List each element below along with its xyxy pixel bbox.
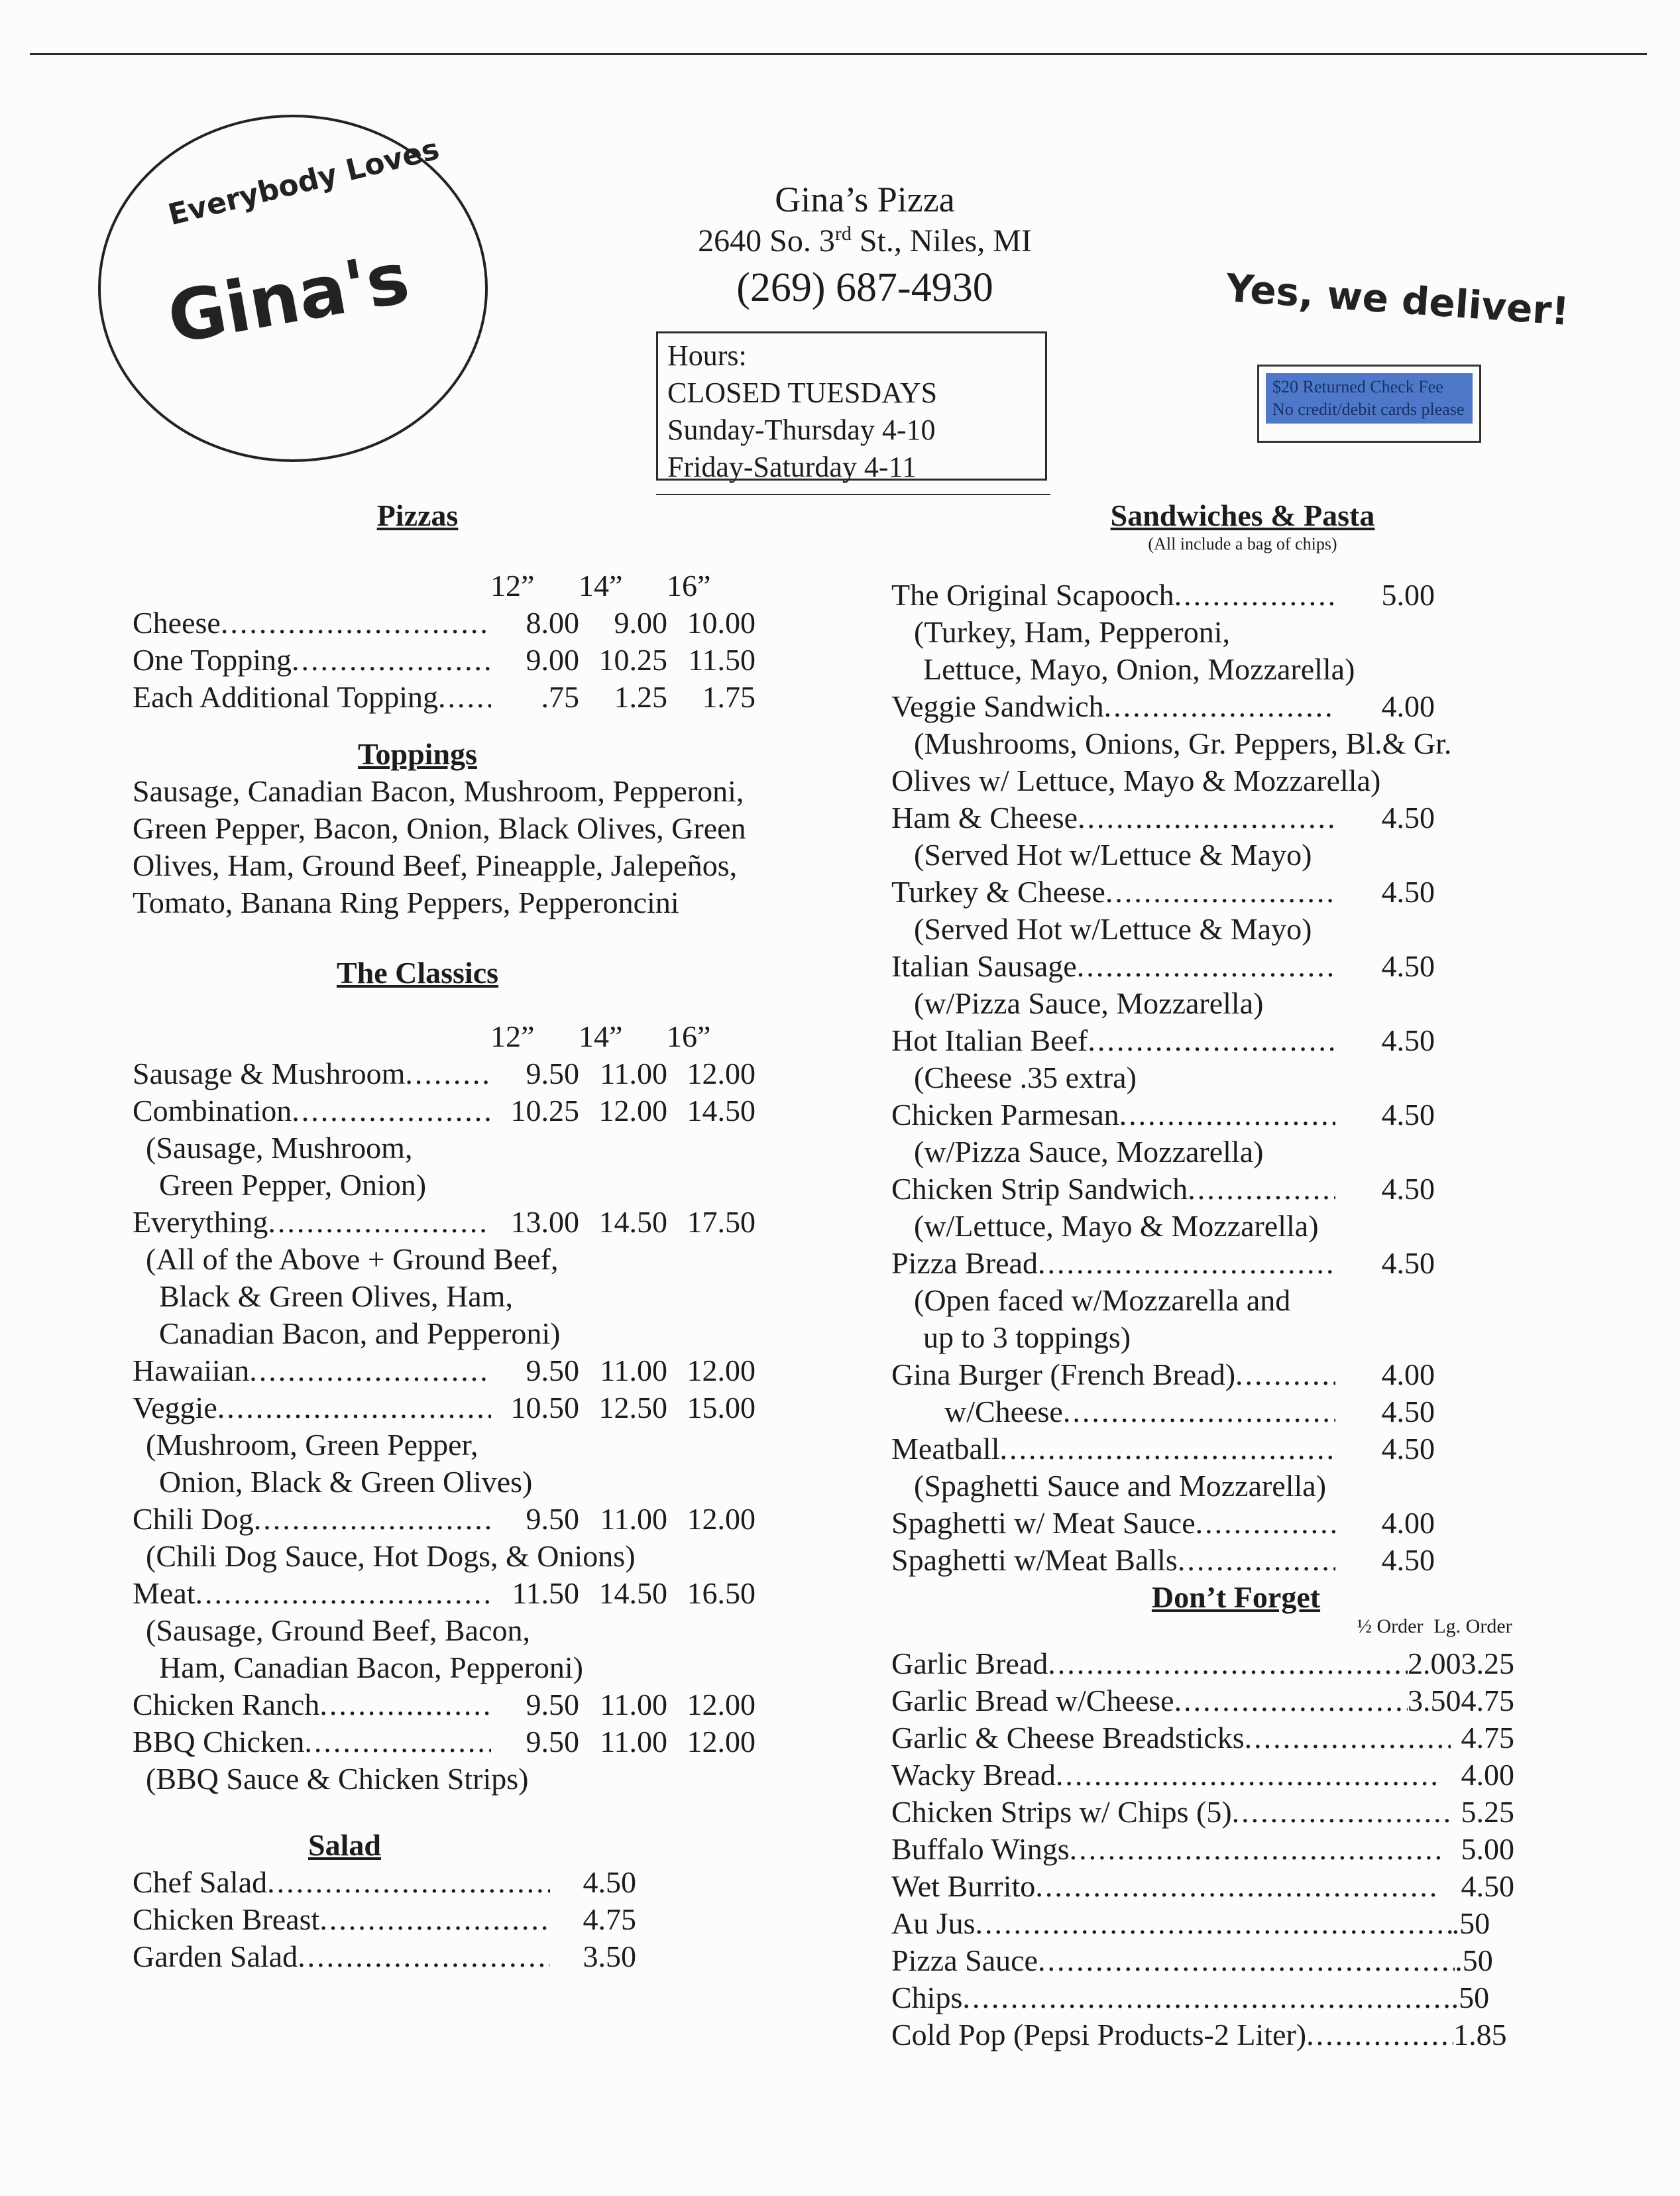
- classic-row: [133, 1055, 756, 1092]
- hours-label: Hours:: [667, 339, 747, 372]
- classic-row: [133, 1575, 756, 1612]
- item-description: (All of the Above + Ground Beef,: [146, 1242, 559, 1276]
- item-description: (BBQ Sauce & Chicken Strips): [146, 1762, 529, 1796]
- leader-dots: [1178, 1542, 1335, 1579]
- item-price: 9.50: [526, 1354, 579, 1387]
- item-price: 12.00: [687, 1688, 756, 1721]
- item-price: 10.00: [687, 606, 756, 640]
- half-order-price: .50: [1455, 1943, 1493, 1977]
- leader-dots: [976, 1905, 1452, 1942]
- item-description: (Open faced w/Mozzarella and: [914, 1283, 1291, 1317]
- item-description: Onion, Black & Green Olives): [159, 1465, 533, 1499]
- classic-row: [133, 1686, 756, 1723]
- sandwich-list: [891, 577, 1452, 1579]
- item-price: 14.50: [598, 1205, 667, 1239]
- phone-number[interactable]: (269) 687-4930: [736, 265, 993, 310]
- sandwich-row: [891, 799, 1435, 837]
- item-name: Garlic Bread: [891, 1647, 1048, 1680]
- item-name: Combination: [133, 1094, 292, 1127]
- item-name: Sausage & Mushroom: [133, 1057, 406, 1090]
- half-order-price: 3.50: [1408, 1684, 1461, 1717]
- order-size-header: [891, 1616, 1514, 1645]
- sandwiches-note: (All include a bag of chips): [1148, 534, 1337, 553]
- item-name: Pizza Bread: [891, 1246, 1038, 1280]
- item-name: Turkey & Cheese: [891, 875, 1105, 909]
- delivery-slogan: Yes, we deliver!: [1224, 265, 1571, 335]
- item-price: 15.00: [687, 1391, 756, 1424]
- hours-line: CLOSED TUESDAYS: [667, 376, 938, 409]
- side-row: [891, 1645, 1514, 1682]
- toppings-list: Sausage, Canadian Bacon, Mushroom, Pepperoni, Green Pepper, Bacon, Onion, Black Olives, Green Olives, Ham, Ground Beef, Pineapple, Jalepeños, Tomato, Banana Ring Peppers, Pepperoncini: [133, 774, 746, 919]
- logo-name: Gina's: [162, 237, 416, 360]
- logo-tagline: Everybody Loves: [164, 132, 443, 233]
- large-order-price: 3.25: [1461, 1647, 1514, 1680]
- item-price: 8.00: [526, 606, 579, 640]
- item-price: 4.00: [1381, 689, 1435, 723]
- large-order-label: Lg. Order: [1433, 1615, 1512, 1637]
- leader-dots: [254, 1501, 491, 1538]
- leader-dots: [217, 1389, 491, 1426]
- leader-dots: [319, 1901, 550, 1938]
- classic-row: [133, 1389, 756, 1426]
- item-description: (Mushrooms, Onions, Gr. Peppers, Bl.& Gr.: [914, 726, 1452, 760]
- leader-dots: [1038, 1942, 1455, 1979]
- pizza-list: [133, 605, 756, 716]
- pizza-size-header: [133, 567, 756, 605]
- item-description: Ham, Canadian Bacon, Pepperoni): [159, 1650, 583, 1684]
- classics-size-header: [133, 1018, 756, 1055]
- sandwich-row: [891, 1542, 1435, 1579]
- item-name: Chicken Ranch: [133, 1688, 320, 1721]
- address-part: St., Niles, MI: [851, 223, 1032, 259]
- item-price: 11.00: [600, 1502, 667, 1536]
- leader-dots: [304, 1723, 491, 1761]
- half-order-price: .50: [1451, 1981, 1490, 2014]
- item-name: BBQ Chicken: [133, 1725, 305, 1759]
- item-name: Meatball: [891, 1432, 1000, 1466]
- leader-dots: [1174, 577, 1335, 614]
- salad-row: [133, 1938, 636, 1975]
- item-description: Lettuce, Mayo, Onion, Mozzarella): [923, 652, 1355, 686]
- item-description: (Sausage, Ground Beef, Bacon,: [146, 1613, 530, 1647]
- half-order-price: 2.00: [1408, 1647, 1461, 1680]
- dont-forget-heading: Don’t Forget: [1151, 1580, 1321, 1614]
- item-name: Chicken Breast: [133, 1902, 320, 1936]
- hours-box: [656, 331, 1047, 481]
- side-row: [891, 1719, 1514, 1757]
- item-description: (Cheese .35 extra): [914, 1061, 1137, 1094]
- payment-notice-highlight: [1266, 373, 1473, 424]
- notice-line: No credit/debit cards please: [1272, 400, 1465, 419]
- leader-dots: [268, 1204, 491, 1241]
- pizza-row: [133, 642, 756, 679]
- item-price: 1.75: [702, 680, 756, 714]
- sandwich-row: [891, 688, 1435, 725]
- side-row: [891, 1682, 1514, 1719]
- leader-dots: [319, 1686, 491, 1723]
- pizza-row: [133, 679, 756, 716]
- item-name: Chicken Strip Sandwich: [891, 1172, 1188, 1206]
- side-row: [891, 2016, 1514, 2053]
- item-name: Each Additional Topping: [133, 680, 438, 714]
- item-description: Black & Green Olives, Ham,: [159, 1279, 513, 1313]
- right-column: [891, 497, 1514, 2053]
- leader-dots: [1078, 799, 1335, 837]
- item-name: Hawaiian: [133, 1354, 250, 1387]
- payment-notice: [1257, 365, 1481, 443]
- sandwich-row: [891, 1245, 1435, 1282]
- toppings-heading: Toppings: [358, 737, 477, 771]
- item-name: Gina Burger (French Bread): [891, 1358, 1236, 1391]
- item-price: 12.00: [687, 1725, 756, 1759]
- item-price: 4.50: [1381, 1395, 1435, 1428]
- sandwich-row: [891, 1096, 1435, 1133]
- item-description: (Turkey, Ham, Pepperoni,: [914, 615, 1230, 649]
- item-description: up to 3 toppings): [923, 1320, 1131, 1354]
- side-row: [891, 1905, 1514, 1942]
- side-row: [891, 1794, 1514, 1831]
- leader-dots: [1048, 1645, 1408, 1682]
- item-price: 12.50: [598, 1391, 667, 1424]
- address-part: 2640 So. 3: [698, 223, 835, 259]
- side-row: [891, 1757, 1514, 1794]
- item-description: Canadian Bacon, and Pepperoni): [159, 1316, 561, 1350]
- item-price: 4.50: [1381, 875, 1435, 909]
- sandwich-row: [891, 1430, 1435, 1468]
- item-price: 11.50: [512, 1576, 579, 1610]
- hours-line: Sunday-Thursday 4-10: [667, 414, 936, 446]
- item-price: 11.00: [600, 1057, 667, 1090]
- side-row: [891, 1831, 1514, 1868]
- leader-dots: [1105, 874, 1335, 911]
- item-price: 1.25: [614, 680, 667, 714]
- leader-dots: [1077, 948, 1335, 985]
- item-description: Green Pepper, Onion): [159, 1168, 427, 1202]
- size-label: 12”: [490, 569, 535, 603]
- item-name: The Original Scapooch: [891, 578, 1174, 612]
- leader-dots: [221, 605, 491, 642]
- item-price: 10.50: [510, 1391, 579, 1424]
- item-name: Cold Pop (Pepsi Products-2 Liter): [891, 2018, 1307, 2052]
- size-label: 14”: [579, 569, 623, 603]
- hours-rule: [656, 494, 1050, 495]
- item-name: Garlic Bread w/Cheese: [891, 1684, 1174, 1717]
- half-order-price: 1.85: [1453, 2018, 1507, 2052]
- item-price: 12.00: [687, 1502, 756, 1536]
- item-description: (Chili Dog Sauce, Hot Dogs, & Onions): [146, 1539, 636, 1573]
- pizzas-heading: Pizzas: [376, 498, 459, 532]
- item-name: Meat: [133, 1576, 196, 1610]
- sandwiches-heading: Sandwiches & Pasta: [1110, 498, 1375, 532]
- leader-dots: [1104, 688, 1335, 725]
- item-price: 14.50: [687, 1094, 756, 1127]
- leader-dots: [292, 642, 491, 679]
- item-name: One Topping: [133, 643, 292, 677]
- item-description: (Served Hot w/Lettuce & Mayo): [914, 838, 1312, 872]
- side-row: [891, 1868, 1514, 1905]
- salad-row: [133, 1864, 636, 1901]
- classic-row: [133, 1501, 756, 1538]
- classic-row: [133, 1352, 756, 1389]
- leader-dots: [298, 1938, 550, 1975]
- item-name: Buffalo Wings: [891, 1832, 1070, 1866]
- sandwich-row: [891, 948, 1435, 985]
- item-price: 4.50: [1381, 801, 1435, 835]
- item-name: Veggie Sandwich: [891, 689, 1104, 723]
- item-description: (w/Pizza Sauce, Mozzarella): [914, 986, 1264, 1020]
- notice-line: $20 Returned Check Fee: [1272, 377, 1443, 396]
- size-label: 16”: [667, 1019, 711, 1053]
- leader-dots: [962, 1979, 1451, 2016]
- item-price: 11.50: [688, 643, 756, 677]
- item-description: (Spaghetti Sauce and Mozzarella): [914, 1469, 1327, 1503]
- salad-heading: Salad: [308, 1828, 381, 1862]
- leader-dots: [1000, 1430, 1336, 1468]
- item-name: Everything: [133, 1205, 268, 1239]
- leader-dots: [438, 679, 491, 716]
- leader-dots: [1035, 1868, 1440, 1905]
- item-price: 16.50: [687, 1576, 756, 1610]
- item-price: 9.50: [526, 1725, 579, 1759]
- top-rule: [30, 53, 1647, 55]
- large-order-price: 5.25: [1461, 1795, 1514, 1829]
- leader-dots: [196, 1575, 491, 1612]
- item-price: 4.50: [1381, 1432, 1435, 1466]
- item-price: 14.50: [598, 1576, 667, 1610]
- size-label: 14”: [579, 1019, 623, 1053]
- leader-dots: [292, 1092, 491, 1129]
- item-price: 4.50: [1381, 949, 1435, 983]
- leader-dots: [1306, 2016, 1453, 2053]
- item-name: Chips: [891, 1981, 963, 2014]
- item-name: Chili Dog: [133, 1502, 254, 1536]
- item-price: 12.00: [687, 1354, 756, 1387]
- address-sup: rd: [834, 223, 852, 245]
- item-description: (Mushroom, Green Pepper,: [146, 1428, 478, 1462]
- sandwich-row: [891, 874, 1435, 911]
- item-price: 9.50: [526, 1688, 579, 1721]
- half-order-label: ½ Order: [1357, 1615, 1424, 1637]
- item-price: 11.00: [600, 1354, 667, 1387]
- classic-row: [133, 1723, 756, 1761]
- item-price: 9.00: [526, 643, 579, 677]
- sandwich-row: [891, 1171, 1435, 1208]
- item-name: Hot Italian Beef: [891, 1023, 1088, 1057]
- item-name: Cheese: [133, 606, 221, 640]
- business-name: Gina’s Pizza: [775, 180, 955, 219]
- leader-dots: [1235, 1356, 1335, 1393]
- sandwich-row: [891, 1356, 1435, 1393]
- leader-dots: [1119, 1096, 1335, 1133]
- item-price: 4.50: [583, 1865, 636, 1899]
- sandwich-row: [891, 1022, 1435, 1059]
- leader-dots: [249, 1352, 491, 1389]
- item-price: 12.00: [598, 1094, 667, 1127]
- salad-row: [133, 1901, 636, 1938]
- left-column: [133, 497, 756, 1975]
- leader-dots: [1232, 1794, 1450, 1831]
- item-name: Italian Sausage: [891, 949, 1077, 983]
- item-name: Ham & Cheese: [891, 801, 1078, 835]
- item-price: 9.50: [526, 1057, 579, 1090]
- item-price: 4.50: [1381, 1098, 1435, 1131]
- pizza-row: [133, 605, 756, 642]
- item-price: 4.50: [1381, 1246, 1435, 1280]
- side-row: [891, 1942, 1514, 1979]
- item-price: 11.00: [600, 1725, 667, 1759]
- sandwich-row: [891, 1393, 1435, 1430]
- item-price: 13.00: [510, 1205, 579, 1239]
- size-label: 12”: [490, 1019, 535, 1053]
- sandwich-row: [891, 577, 1435, 614]
- item-description: (Served Hot w/Lettuce & Mayo): [914, 912, 1312, 946]
- item-name: Garlic & Cheese Breadsticks: [891, 1721, 1245, 1755]
- item-price: 9.50: [526, 1502, 579, 1536]
- business-header: [636, 179, 1093, 312]
- leader-dots: [405, 1055, 491, 1092]
- large-order-price: 4.75: [1461, 1684, 1514, 1717]
- item-price: 10.25: [510, 1094, 579, 1127]
- item-price: .75: [541, 680, 579, 714]
- item-price: 4.00: [1381, 1358, 1435, 1391]
- sandwich-row: [891, 1505, 1435, 1542]
- item-name: Wacky Bread: [891, 1758, 1056, 1792]
- item-price: 17.50: [687, 1205, 756, 1239]
- leader-dots: [1063, 1393, 1335, 1430]
- item-name: Garden Salad: [133, 1939, 298, 1973]
- size-label: 16”: [667, 569, 711, 603]
- item-description: Olives w/ Lettuce, Mayo & Mozzarella): [891, 764, 1381, 797]
- item-description: (w/Lettuce, Mayo & Mozzarella): [914, 1209, 1319, 1243]
- leader-dots: [1188, 1171, 1335, 1208]
- large-order-price: 5.00: [1461, 1832, 1514, 1866]
- classics-list: [133, 1055, 756, 1798]
- item-price: 12.00: [687, 1057, 756, 1090]
- leader-dots: [1245, 1719, 1451, 1757]
- item-price: 9.00: [614, 606, 667, 640]
- item-name: Au Jus: [891, 1906, 976, 1940]
- half-order-price: .50: [1451, 1906, 1490, 1940]
- salad-list: [133, 1864, 636, 1975]
- item-name: Veggie: [133, 1391, 217, 1424]
- item-name: Spaghetti w/ Meat Sauce: [891, 1506, 1196, 1540]
- business-address: [636, 223, 1093, 259]
- item-name: Pizza Sauce: [891, 1943, 1038, 1977]
- classic-row: [133, 1092, 756, 1129]
- item-name: Chicken Parmesan: [891, 1098, 1119, 1131]
- leader-dots: [1038, 1245, 1335, 1282]
- large-order-price: 4.00: [1461, 1758, 1514, 1792]
- item-price: 4.50: [1381, 1543, 1435, 1577]
- leader-dots: [1174, 1682, 1408, 1719]
- side-row: [891, 1979, 1514, 2016]
- leader-dots: [1056, 1757, 1441, 1794]
- hours-line: Friday-Saturday 4-11: [667, 451, 917, 483]
- leader-dots: [1070, 1831, 1442, 1868]
- item-price: 4.75: [583, 1902, 636, 1936]
- item-price: 5.00: [1381, 578, 1435, 612]
- item-name: Chef Salad: [133, 1865, 268, 1899]
- classic-row: [133, 1204, 756, 1241]
- classics-heading: The Classics: [336, 956, 499, 990]
- item-name: w/Cheese: [944, 1395, 1063, 1428]
- item-price: 4.00: [1381, 1506, 1435, 1540]
- leader-dots: [1196, 1505, 1335, 1542]
- item-price: 4.50: [1381, 1172, 1435, 1206]
- item-price: 11.00: [600, 1688, 667, 1721]
- item-name: Spaghetti w/Meat Balls: [891, 1543, 1178, 1577]
- leader-dots: [1088, 1022, 1335, 1059]
- item-description: (w/Pizza Sauce, Mozzarella): [914, 1135, 1264, 1169]
- item-price: 4.50: [1381, 1023, 1435, 1057]
- item-price: 10.25: [598, 643, 667, 677]
- leader-dots: [267, 1864, 550, 1901]
- item-description: (Sausage, Mushroom,: [146, 1131, 413, 1165]
- large-order-price: 4.50: [1461, 1869, 1514, 1903]
- item-name: Wet Burrito: [891, 1869, 1036, 1903]
- item-price: 3.50: [583, 1939, 636, 1973]
- item-name: Chicken Strips w/ Chips (5): [891, 1795, 1232, 1829]
- large-order-price: 4.75: [1461, 1721, 1514, 1755]
- dont-forget-list: [891, 1645, 1514, 2053]
